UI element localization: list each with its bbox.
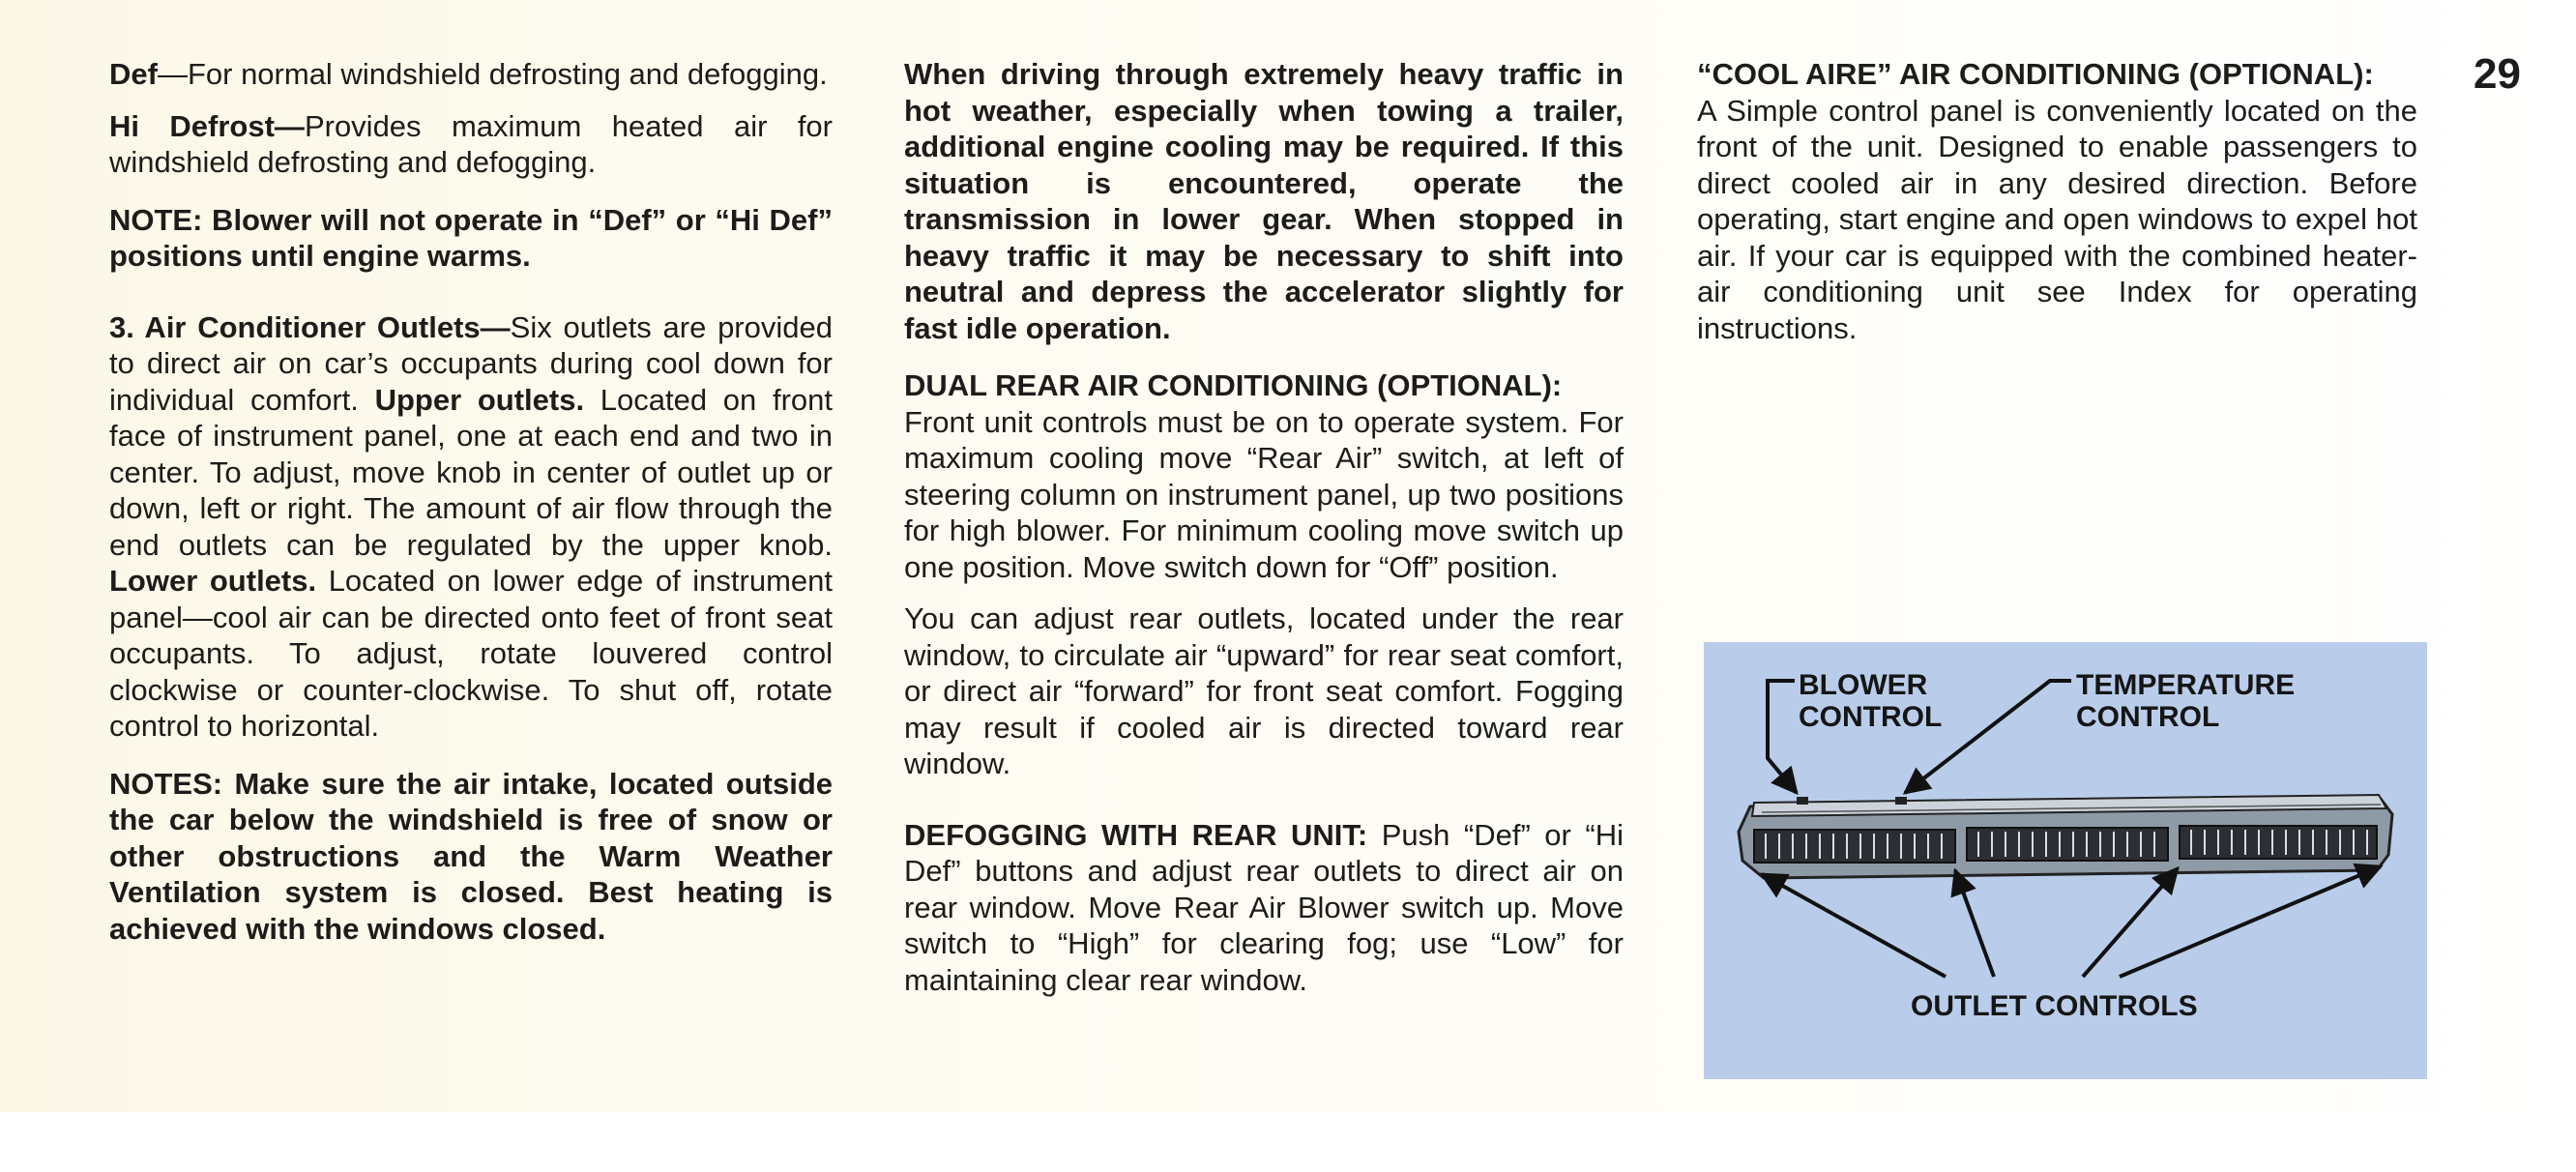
column-middle: [904, 56, 1624, 998]
lower-outlets-term: Lower outlets.: [109, 564, 317, 598]
hi-defrost-paragraph: [109, 108, 833, 181]
defogging-paragraph: [904, 817, 1624, 999]
defogging-heading: DEFOGGING WITH REAR UNIT:: [904, 817, 1368, 852]
hi-defrost-text: Provides maximum heated air for windshield defrosting and defogging.: [109, 108, 833, 179]
outlets-text: Six outlets are provided to direct air on car’s occupants during cool down for individual comfort.: [109, 309, 833, 417]
def-term: Def: [109, 57, 158, 91]
defogging-text: Push “Def” or “Hi Def” buttons and adjust rear outlets to direct air on rear window. Move Rear Air Blower switch up. Move switch to “High” for clearing fog; use “Low” for maintaining clear rear window.: [904, 817, 1624, 997]
blower-note: NOTE: Blower will not operate in “Def” or “Hi Def” positions until engine warms.: [109, 202, 833, 273]
temperature-control-knob: [1895, 797, 1907, 805]
outlets-paragraph: [109, 309, 833, 745]
air-conditioner-figure: [1704, 642, 2427, 1079]
page-number: 29: [2474, 50, 2521, 98]
column-right: [1697, 56, 2417, 346]
upper-outlets-term: Upper outlets.: [374, 382, 585, 417]
heavy-traffic-warning: When driving through extremely heavy traffic in hot weather, especially when towing a trailer, additional engine cooling may be required. If this situation is encountered, operate the transmission in lower gear. When stopped in heavy traffic it may be necessary to shift into neutral and depress the accelerator slightly for fast idle operation.: [904, 57, 1624, 345]
outlet-grille-center: [1967, 828, 2168, 861]
outlet-arrow-center-right: [2083, 868, 2178, 977]
outlet-arrow-center-left: [1955, 870, 1994, 977]
outlets-term: 3. Air Conditioner Outlets—: [109, 309, 511, 344]
column-left: [109, 56, 833, 947]
cool-aire-text: A Simple control panel is conveniently located on the front of the unit. Designed to enable passengers to direct cooled air in any desired direction. Before operating, start engine and open windows to expel hot air. If your car is equipped with the combined heater-air conditioning unit see Index for operating instructions.: [1697, 93, 2417, 345]
def-text: —For normal windshield defrosting and defogging.: [157, 57, 828, 91]
upper-outlets-text: Located on front face of instrument panel, one at each end and two in center. To adjust, move knob in center of outlet up or down, left or right. The amount of air flow through the end outlets can be regulated by the upper knob.: [109, 382, 833, 562]
lower-outlets-text: Located on lower edge of instrument panel—cool air can be directed onto feet of front seat occupants. To adjust, rotate louvered control clockwise or counter-clockwise. To shut off, rotate control to horizontal.: [109, 564, 834, 743]
outlet-arrow-left: [1762, 874, 1946, 977]
outlet-controls-label: OUTLET CONTROLS: [1911, 990, 2198, 1022]
blower-control-label: BLOWER CONTROL: [1799, 669, 1943, 733]
page-margin: [0, 1112, 2576, 1172]
dual-rear-heading: DUAL REAR AIR CONDITIONING (OPTIONAL):: [904, 368, 1563, 402]
hi-defrost-term: Hi Defrost—: [109, 108, 305, 143]
cool-aire-heading: “COOL AIRE” AIR CONDITIONING (OPTIONAL):: [1697, 57, 2374, 91]
dual-rear-text: Front unit controls must be on to operate system. For maximum cooling move “Rear Air” switch, at left of steering column on instrument panel, up two positions for high blower. For minimum cooling move switch up one position. Move switch down for “Off” position.: [904, 404, 1624, 584]
blower-control-knob: [1797, 797, 1808, 805]
rear-outlets-paragraph: You can adjust rear outlets, located under the rear window, to circulate air “upward” for rear seat comfort, or direct air “forward” for front seat comfort. Fogging may result if cooled air is directed toward rear window.: [904, 601, 1624, 780]
outlet-grille-right: [2180, 826, 2377, 859]
outlet-arrow-right: [2120, 866, 2381, 977]
blower-leader-line: [1768, 681, 1797, 793]
outlet-grille-left: [1754, 830, 1955, 863]
temperature-control-label: TEMPERATURE CONTROL: [2076, 669, 2296, 733]
def-paragraph: [109, 56, 833, 93]
notes-paragraph: NOTES: Make sure the air intake, located outside the car below the windshield is free of snow or other obstructions and the Warm Weather Ventilation system is closed. Best heating is achieved with the windows closed.: [109, 766, 833, 946]
